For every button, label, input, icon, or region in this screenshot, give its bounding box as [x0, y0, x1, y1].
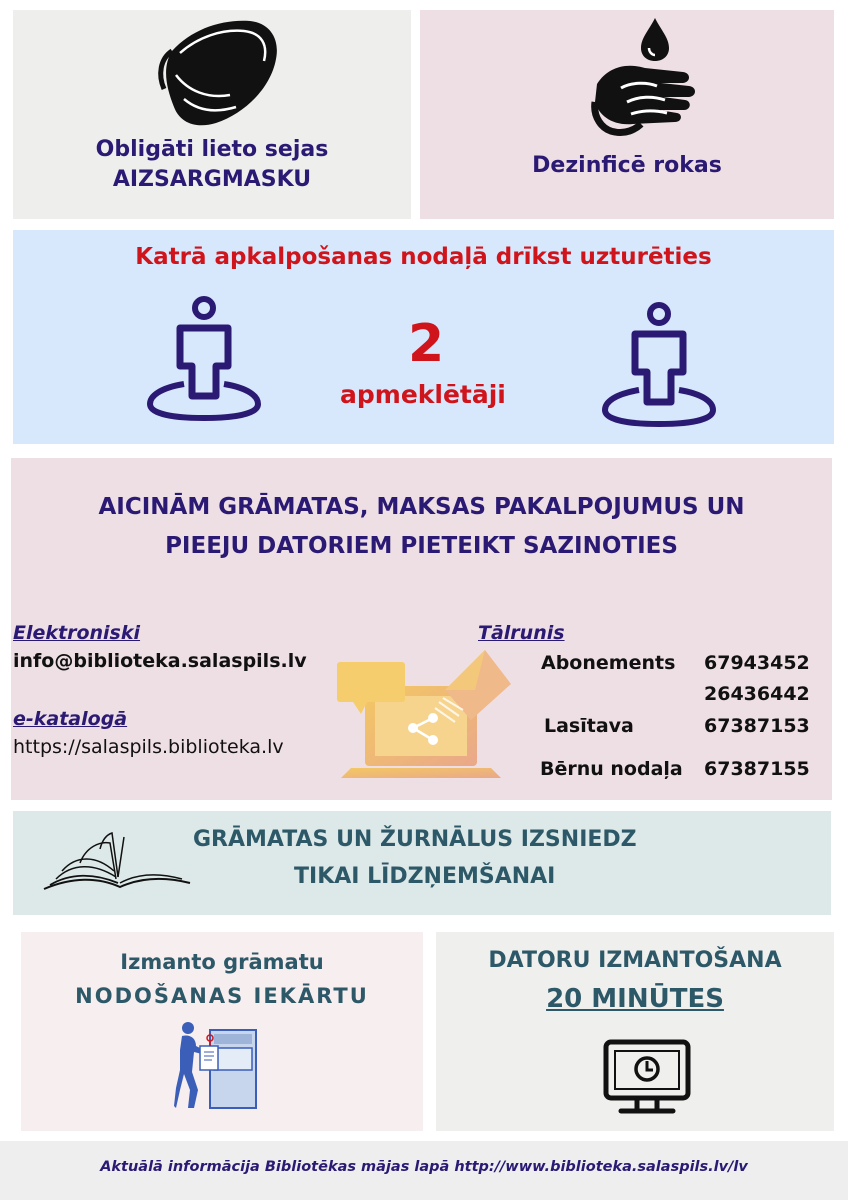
computer-panel: [436, 932, 834, 1131]
book-return-machine-icon: [174, 1020, 262, 1110]
footer-bar: [0, 1141, 848, 1200]
catalog-label: e-katalogā: [13, 708, 128, 730]
mask-text-line2: AIZSARGMASKU: [112, 167, 312, 192]
footer-text: Aktuālā informācija Bibliotēkas mājas lapā http://www.biblioteka.salaspils.lv/lv: [100, 1159, 748, 1175]
phone-dept-bernu: Bērnu nodaļa: [540, 758, 683, 780]
phone-number-abonements[interactable]: 67943452: [704, 652, 810, 674]
return-line1: Izmanto grāmatu: [120, 950, 324, 974]
person-standing-icon-right: [601, 302, 717, 426]
monitor-clock-icon: [603, 1039, 691, 1117]
visitors-unit: apmeklētāji: [340, 380, 506, 409]
sanitize-hands-icon: [591, 16, 703, 136]
phone-label: Tālrunis: [478, 622, 565, 644]
hands-panel: [420, 10, 834, 219]
contact-panel: [11, 458, 832, 800]
phone-number-bernu[interactable]: 67387155: [704, 758, 810, 780]
mask-text-line1: Obligāti lieto sejas: [95, 137, 329, 162]
laptop-share-icon: [335, 650, 511, 780]
open-book-icon: [42, 833, 192, 893]
electronic-label: Elektroniski: [13, 622, 141, 644]
contact-heading-line2: PIEEJU DATORIEM PIETEIKT SAZINOTIES: [165, 533, 678, 559]
person-standing-icon-left: [146, 296, 262, 420]
visitors-count: 2: [408, 314, 445, 374]
catalog-link[interactable]: https://salaspils.biblioteka.lv: [13, 736, 284, 758]
phone-number-lasitava[interactable]: 67387153: [704, 715, 810, 737]
return-panel: [21, 932, 423, 1131]
visitors-title: Katrā apkalpošanas nodaļā drīkst uzturēties: [135, 244, 712, 270]
email-link[interactable]: info@biblioteka.salaspils.lv: [13, 650, 307, 672]
books-panel: [13, 811, 831, 915]
phone-dept-abonements: Abonements: [541, 652, 676, 674]
face-mask-icon: [158, 15, 278, 133]
computer-line1: DATORU IZMANTOŠANA: [488, 948, 782, 973]
books-line1: GRĀMATAS UN ŽURNĀLUS IZSNIEDZ: [193, 827, 637, 852]
books-line2: TIKAI LĪDZŅEMŠANAI: [294, 864, 556, 889]
return-line2: NODOŠANAS IEKĀRTU: [75, 984, 369, 1008]
mask-panel: [13, 10, 411, 219]
contact-heading-line1: AICINĀM GRĀMATAS, MAKSAS PAKALPOJUMUS UN: [98, 494, 745, 520]
visitors-panel: [13, 230, 834, 444]
hands-text: Dezinficē rokas: [532, 153, 722, 178]
phone-dept-lasitava: Lasītava: [544, 715, 634, 737]
computer-line2: 20 MINŪTES: [546, 984, 724, 1014]
phone-number-mobile[interactable]: 26436442: [704, 683, 810, 705]
